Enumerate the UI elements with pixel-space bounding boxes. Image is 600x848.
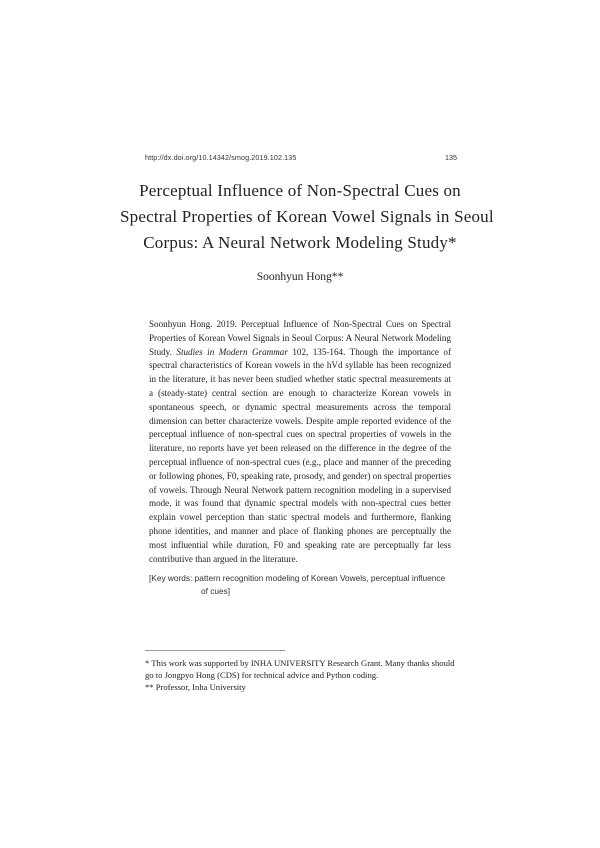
footnotes <box>145 657 460 694</box>
keywords <box>149 572 457 597</box>
page-number: 135 <box>445 153 457 162</box>
abstract-citation-pages: 102, 135-164. <box>287 346 350 357</box>
keywords-line: [Key words: pattern recognition modeling of Korean Vowels, perceptual influence <box>149 573 446 583</box>
title-line: Spectral Properties of Korean Vowel Signals in Seoul <box>120 207 494 226</box>
footnote: * This work was supported by INHA UNIVERSITY Research Grant. Many thanks should go to Jongpyo Hong (CDS) for technical advice and Python coding. <box>145 658 455 681</box>
footnote-rule <box>145 650 285 651</box>
running-header-doi: http://dx.doi.org/10.14342/smog.2019.102.135 <box>145 153 297 162</box>
abstract <box>149 318 451 566</box>
author-name: Soonhyun Hong** <box>256 271 344 283</box>
abstract-citation: Soonhyun Hong. 2019. Perceptual Influence of Non-Spectral Cues on Spectral Properties of Korean Vowel Signals in Seoul Corpus: A Neural Network Modeling Study. <box>149 319 451 357</box>
title-line: Perceptual Influence of Non-Spectral Cues on <box>139 181 461 200</box>
keywords-line: of cues] <box>201 585 231 596</box>
footnote: ** Professor, Inha University <box>145 682 246 693</box>
title-line: Corpus: A Neural Network Modeling Study* <box>143 233 457 252</box>
abstract-body: Though the importance of spectral characteristics of Korean vowels in the hVd syllable has been recognized in the literature, it has never been studied whether static spectral measurements at a (steady-state) central section are enough to characterize Korean vowels in spontaneous speech, or dynamic spectral measurements across the temporal dimension can better characterize vowels. Despite ample reported evidence of the perceptual influence of non-spectral cues on spectral properties of vowels in the literature, no reports have yet been released on the difference in the degree of the perceptual influence of non-spectral cues (e.g., place and manner of the preceding or following phones, F0, speaking rate, prosody, and gender) on spectral properties of vowels. Through Neural Network pattern recognition modeling in a supervised mode, it was found that dynamic spectral models with non-spectral cues better explain vowel perception than static spectral models and furthermore, flanking phone identities, and manner and place of flanking phones are perceptually the most influential while duration, F0 and speaking rate are perceptually far less contributive than argued in the literature. <box>149 346 452 564</box>
journal-name: Studies in Modern Grammar <box>176 346 288 357</box>
paper-title <box>120 178 494 256</box>
